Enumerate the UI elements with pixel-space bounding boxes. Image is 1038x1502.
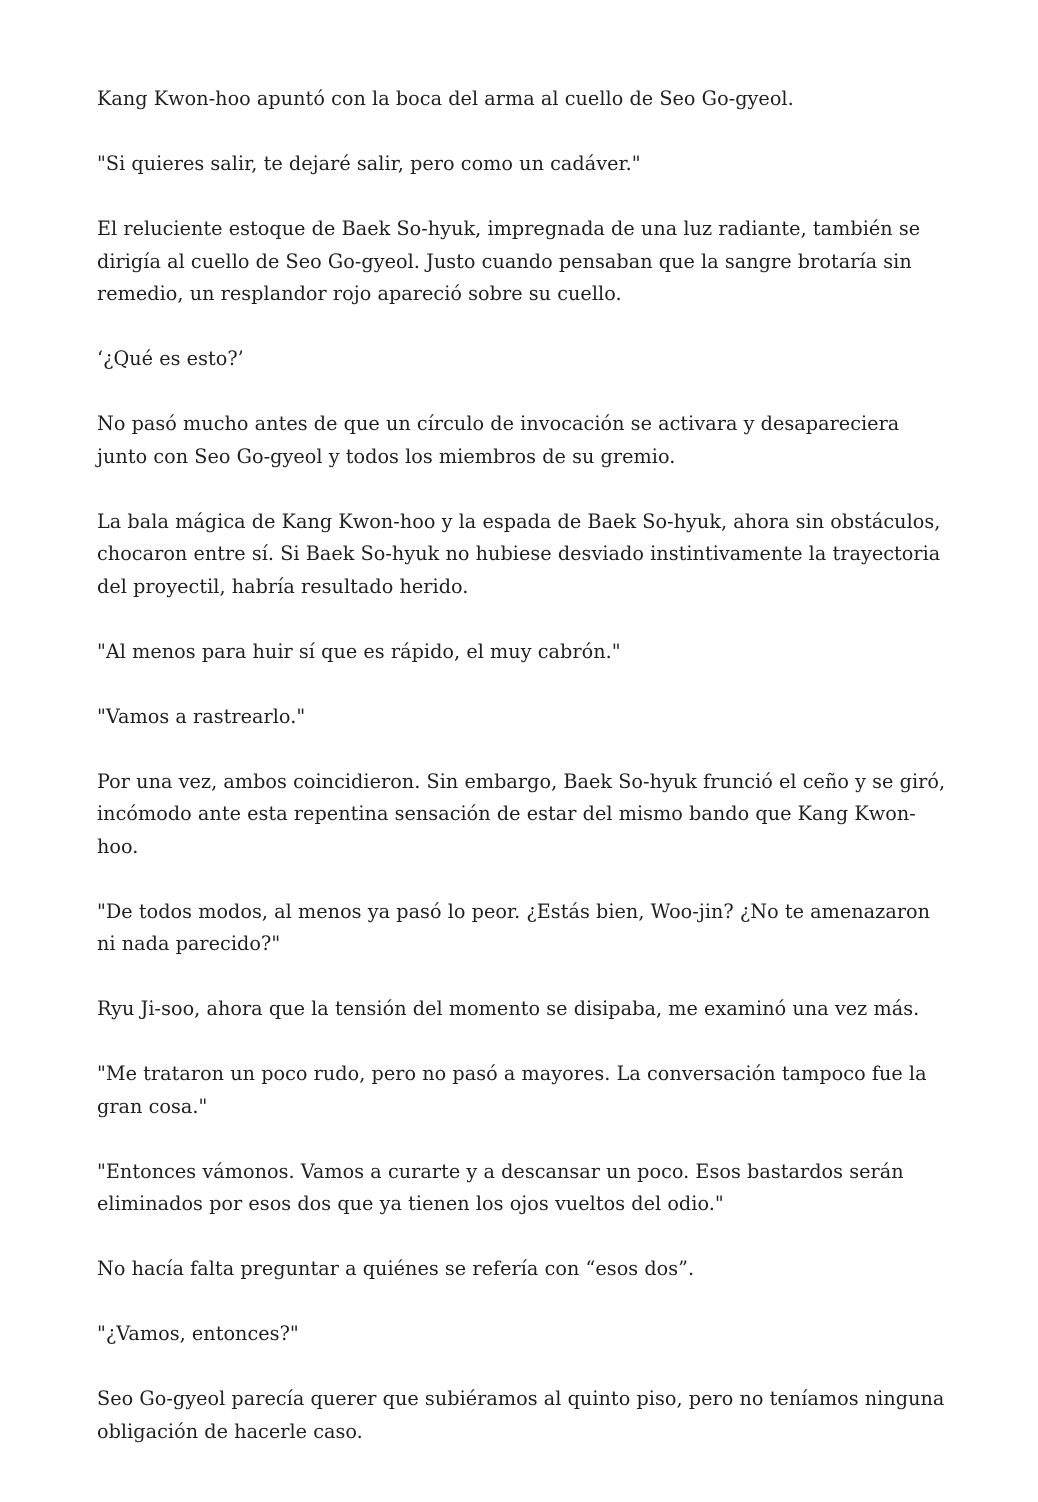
paragraph: ‘¿Qué es esto?’ <box>97 347 244 370</box>
paragraph: "De todos modos, al menos ya pasó lo peor. ¿Estás bien, Woo-jin? ¿No te amenazaron ni nada parecido?" <box>97 899 931 955</box>
paragraph: "Al menos para huir sí que es rápido, el muy cabrón." <box>97 639 621 663</box>
paragraph: No pasó mucho antes de que un círculo de invocación se activara y desapareciera junto con Seo Go-gyeol y todos los miembros de su gremio. <box>97 412 900 468</box>
paragraph: Por una vez, ambos coincidieron. Sin embargo, Baek So-hyuk frunció el ceño y se giró, incómodo ante esta repentina sensación de estar del mismo bando que Kang Kwon-hoo. <box>97 769 946 858</box>
paragraph: Ryu Ji-soo, ahora que la tensión del momento se disipaba, me examinó una vez más. <box>97 997 920 1020</box>
paragraph: Seo Go-gyeol parecía querer que subiéramos al quinto piso, pero no teníamos ninguna obligación de hacerle caso. <box>97 1387 945 1443</box>
paragraph: "Si quieres salir, te dejaré salir, pero como un cadáver." <box>97 152 641 175</box>
paragraph: "Entonces vámonos. Vamos a curarte y a descansar un poco. Esos bastardos serán eliminados por esos dos que ya tienen los ojos vueltos del odio." <box>97 1159 904 1215</box>
paragraph: Kang Kwon-hoo apuntó con la boca del arma al cuello de Seo Go-gyeol. <box>97 87 794 110</box>
document-body <box>97 83 947 1448</box>
paragraph: El reluciente estoque de Baek So-hyuk, impregnada de una luz radiante, también se dirigía al cuello de Seo Go-gyeol. Justo cuando pensaban que la sangre brotaría sin remedio, un resplandor rojo apareció sobre su cuello. <box>97 217 921 305</box>
paragraph: "Me trataron un poco rudo, pero no pasó a mayores. La conversación tampoco fue la gran cosa." <box>97 1062 927 1118</box>
paragraph: La bala mágica de Kang Kwon-hoo y la espada de Baek So-hyuk, ahora sin obstáculos, chocaron entre sí. Si Baek So-hyuk no hubiese desviado instintivamente la trayectoria del proyectil, habría resultado herido. <box>97 509 941 598</box>
paragraph: No hacía falta preguntar a quiénes se refería con “esos dos”. <box>97 1257 695 1280</box>
paragraph: "Vamos a rastrearlo." <box>97 704 306 728</box>
paragraph: "¿Vamos, entonces?" <box>97 1322 299 1345</box>
